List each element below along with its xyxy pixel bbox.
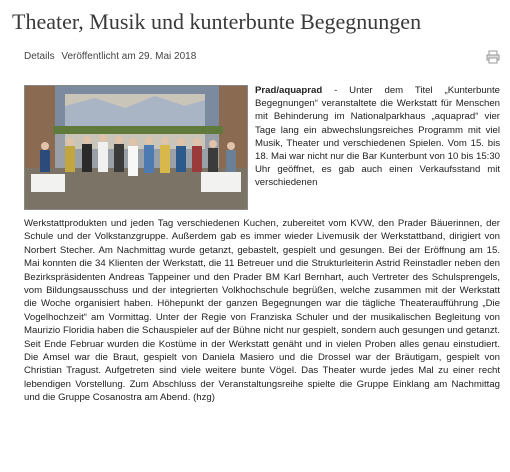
details-label: Details xyxy=(24,51,55,62)
print-icon[interactable] xyxy=(486,50,500,64)
article-meta xyxy=(24,50,200,64)
article-lead xyxy=(255,84,500,190)
lead-text: - Unter dem Titel „Kunterbunte Begegnungen“ veranstaltete die Werkstatt für Menschen mit Behinderung im Nationalparkhaus „aquaprad“ vier Tage lang ein abwechslungsreiches Programm mit viel Musik, Theater und verschiedenen Spielen. Vom 15. bis 18. Mai war nicht nur die Bar Kunterbunt von 10 bis 15:30 Uhr geöffnet, es gab auch einen Verkaufsstand mit verschiedenen xyxy=(255,85,500,189)
dateline: Prad/aquaprad xyxy=(255,85,323,96)
article-title: Theater, Musik und kunterbunte Begegnungen xyxy=(12,9,422,34)
article-body: Werkstattprodukten und jeden Tag verschiedenen Kuchen, zubereitet vom KVW, den Prader Bäuerinnen, der Schule und der Volkstanzgruppe. Außerdem gab es immer wieder Livemusik der Werkstattband, dirigiert von Norbert Stecher. Am Nachmittag wurde getanzt, gebastelt, gespielt und gesungen. Bei der Eröffnung am 15. Mai konnten die 34 Klienten der Werkstatt, die 11 Betreuer und die Strukturleiterin Astrid Reinstadler neben den Bezirkspräsidenten Andreas Tappeiner und den Prader BM Karl Bernhart, auch Vertreter des Schulsprengels, vom Bildungsausschuss und der integrierten Volkhochschule begrüßen, welche zusammen mit der Werkstatt die Woche organisiert haben. Höhepunkt der ganzen Begegnungen war die tägliche Theateraufführung „Die Vogelhochzeit“ am Vormittag. Unter der Regie von Franziska Schuler und der musikalischen Begleitung von Maurizio Floridia haben die Schauspieler auf der Bühne nicht nur gespielt, sondern auch gesungen und getanzt. Seit Ende Februar wurden die Kostüme in der Werkstatt genäht und in vielen Proben alles genau einstudiert. Die Amsel war die Braut, gespielt von Daniela Masiero und die Drossel war der Bräutigam, gespielt von Christian Tragust. Aufgetreten sind viele weitere bunte Vögel. Das Theater wurde jedes Mal zu einer recht lebendigen Vorstellung. Zum Abschluss der Veranstaltungsreihe spielte die Gruppe Einklang am Nachmittag und die Gruppe Cosanostra am Abend. (hzg) xyxy=(24,218,500,404)
theater-photo xyxy=(24,85,248,210)
published-date: Veröffentlicht am 29. Mai 2018 xyxy=(61,51,197,62)
